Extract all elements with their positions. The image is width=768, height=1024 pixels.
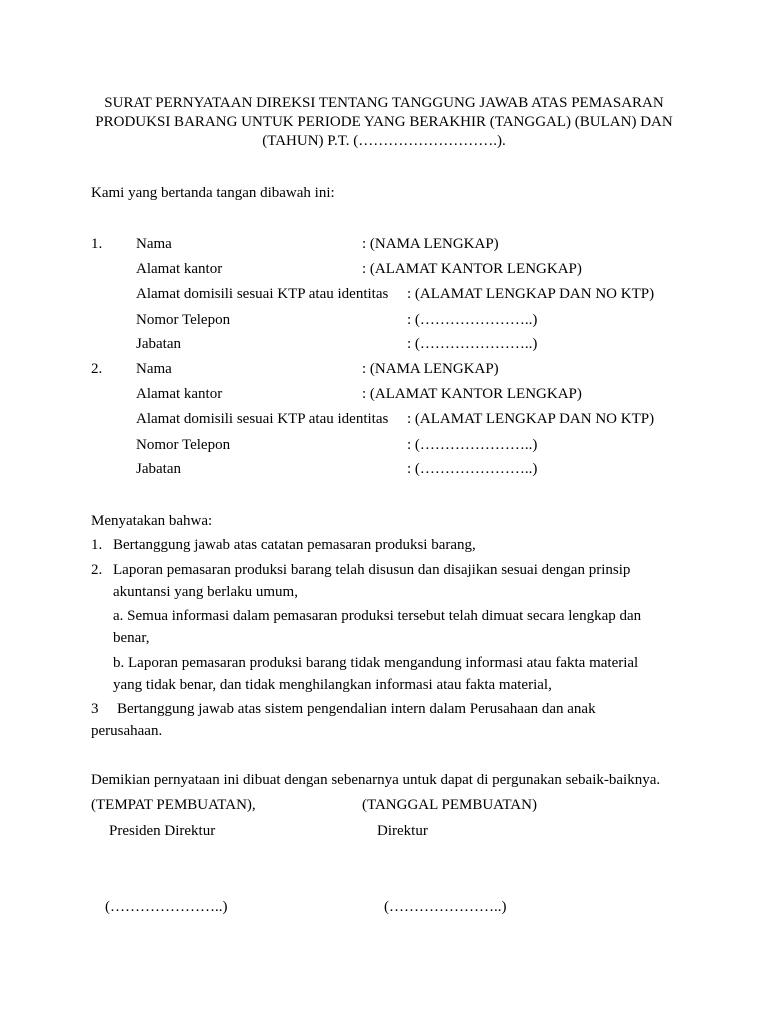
statement-item-2-line-2: akuntansi yang berlaku umum,	[113, 584, 298, 600]
signature-left-name: (…………………..)	[105, 899, 228, 915]
statement-sub-b-line-1: b. Laporan pemasaran produksi barang tidak mengandung informasi atau fakta material	[113, 655, 639, 671]
signature-right-title: Direktur	[377, 823, 428, 839]
place-of-signing: (TEMPAT PEMBUATAN),	[91, 797, 256, 813]
statement-item-2-number: 2.	[91, 562, 103, 578]
statement-sub-a-line-1: a. Semua informasi dalam pemasaran produksi tersebut telah dimuat secara lengkap dan	[113, 608, 642, 624]
field-value-alamat-domisili: : (ALAMAT LENGKAP DAN NO KTP)	[407, 411, 655, 427]
field-value-jabatan: : (…………………..)	[407, 336, 538, 352]
document-title-line-2: PRODUKSI BARANG UNTUK PERIODE YANG BERAKHIR (TANGGAL) (BULAN) DAN	[95, 114, 673, 130]
field-value-nomor-telepon: : (…………………..)	[407, 437, 538, 453]
statement-sub-b-line-2: yang tidak benar, dan tidak menghilangkan informasi atau fakta material,	[113, 677, 552, 693]
field-label-alamat-domisili: Alamat domisili sesuai KTP atau identitas	[136, 411, 389, 427]
signatory-number: 1.	[91, 236, 103, 252]
field-value-alamat-domisili: : (ALAMAT LENGKAP DAN NO KTP)	[407, 286, 655, 302]
field-label-nomor-telepon: Nomor Telepon	[136, 437, 231, 453]
statement-item-3-number: 3	[91, 701, 99, 717]
closing-text: Demikian pernyataan ini dibuat dengan sebenarnya untuk dapat di pergunakan sebaik-baiknya.	[91, 772, 661, 788]
document-title-line-1: SURAT PERNYATAAN DIREKSI TENTANG TANGGUNG JAWAB ATAS PEMASARAN	[104, 95, 664, 111]
field-value-nama: : (NAMA LENGKAP)	[362, 361, 499, 377]
field-label-jabatan: Jabatan	[136, 336, 181, 352]
signature-left-title: Presiden Direktur	[109, 823, 216, 839]
signatory-number: 2.	[91, 361, 103, 377]
document-title-line-3: (TAHUN) P.T. (……………………….).	[262, 133, 506, 149]
field-value-jabatan: : (…………………..)	[407, 461, 538, 477]
statement-item-2-line-1: Laporan pemasaran produksi barang telah disusun dan disajikan sesuai dengan prinsip	[113, 562, 631, 578]
field-value-nama: : (NAMA LENGKAP)	[362, 236, 499, 252]
statement-item-3-line-2: perusahaan.	[91, 723, 163, 739]
statement-sub-a-line-2: benar,	[113, 630, 150, 646]
field-label-alamat-kantor: Alamat kantor	[136, 261, 223, 277]
field-label-nomor-telepon: Nomor Telepon	[136, 312, 231, 328]
field-label-nama: Nama	[136, 361, 172, 377]
statement-item-1-text: Bertanggung jawab atas catatan pemasaran produksi barang,	[113, 537, 476, 553]
field-value-alamat-kantor: : (ALAMAT KANTOR LENGKAP)	[362, 261, 582, 277]
field-label-alamat-domisili: Alamat domisili sesuai KTP atau identitas	[136, 286, 389, 302]
field-label-alamat-kantor: Alamat kantor	[136, 386, 223, 402]
statement-heading: Menyatakan bahwa:	[91, 513, 213, 529]
field-value-nomor-telepon: : (…………………..)	[407, 312, 538, 328]
field-value-alamat-kantor: : (ALAMAT KANTOR LENGKAP)	[362, 386, 582, 402]
field-label-nama: Nama	[136, 236, 172, 252]
statement-item-1-number: 1.	[91, 537, 103, 553]
field-label-jabatan: Jabatan	[136, 461, 181, 477]
date-of-signing: (TANGGAL PEMBUATAN)	[362, 797, 537, 813]
intro-text: Kami yang bertanda tangan dibawah ini:	[91, 185, 335, 201]
signature-right-name: (…………………..)	[384, 899, 507, 915]
statement-item-3-line-1: Bertanggung jawab atas sistem pengendalian intern dalam Perusahaan dan anak	[117, 701, 596, 717]
